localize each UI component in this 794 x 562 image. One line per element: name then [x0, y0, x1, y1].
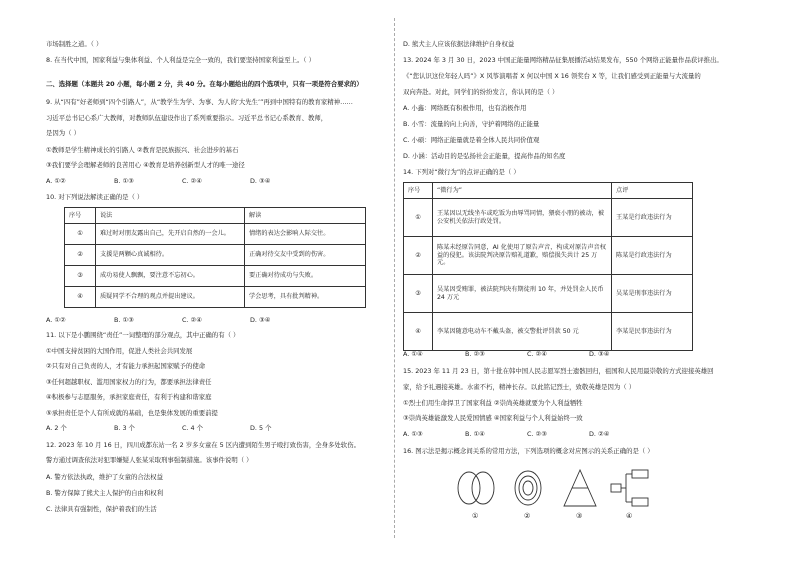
column-divider — [394, 18, 395, 538]
q15-text-1: 15. 2023 年 11 月 23 日，第十批在韩中国人民志愿军烈士遗骸回归，祖国和人民用最崇敬的方式迎接英雄回 — [403, 367, 714, 375]
q15-text-2: 家，给予礼遇接英雄。水雀不朽，精神长存。以此铭记烈士，致敬英雄是因为（ ） — [403, 383, 636, 391]
option-c[interactable]: C. ②④ — [182, 316, 202, 324]
diagram-label-4: ④ — [626, 512, 633, 520]
table-cell: 陈某未经原告同意，AI 化使用了原告声音，构成对原告声音权益的侵犯。该法院判决原告赔礼道歉，赔偿损失共计 25 万元。 — [433, 237, 612, 275]
table-cell: ③ — [65, 266, 96, 287]
table-row — [404, 313, 693, 351]
table-row — [65, 224, 366, 245]
table-cell: 吴某是刑事违法行为 — [612, 275, 693, 313]
option-a[interactable]: A. ①④ — [403, 350, 423, 358]
option-d[interactable]: D. ③④ — [250, 177, 271, 185]
triangle-diagram — [564, 470, 596, 506]
table-cell: 支援是两颗心真诚相待。 — [96, 245, 245, 266]
diagram-label-3: ③ — [576, 512, 583, 520]
q10-table — [64, 207, 366, 308]
concentric-ellipse-diagram — [515, 471, 541, 505]
q11-item-1: ①中国支持贫困的大国作用，促进人类社会共同发展 — [46, 347, 193, 355]
q16-diagrams — [456, 466, 676, 530]
q14-text: 14. 下列对“微行为”的点评正确的是（ ） — [403, 168, 520, 176]
option-b[interactable]: B. 3 个 — [114, 424, 135, 432]
q13-text-1: 13. 2024 年 3 月 30 日，2023 中国正能量网络精品征集展播活动结果发布，550 个网络正能量作品获评推出。 — [403, 56, 723, 64]
q10-text: 10. 对下列说法解读正确的是（ ） — [46, 193, 144, 201]
q13-option-a[interactable]: A. 小鑫：网络既有积极作用，也有消极作用 — [403, 104, 527, 112]
table-cell: ② — [65, 245, 96, 266]
tree-bracket-diagram — [611, 470, 648, 506]
option-b[interactable]: B. ①④ — [465, 430, 485, 438]
diagram-label-2: ② — [524, 512, 531, 520]
table-cell: 李某是民事违法行为 — [612, 313, 693, 351]
option-c[interactable]: C. ②④ — [182, 177, 202, 185]
option-d[interactable]: D. ③④ — [589, 350, 610, 358]
q11-options — [46, 424, 318, 432]
q13-text-2: 《“您认识这位年轻人吗”》X 风筝演唱者 X 何以中国 X 16 领奖台 X 等，让我们感受到正能量与大流量的 — [403, 72, 701, 80]
q11-item-3: ③任何超越职权、滥用国家权力的行为，都要承担法律责任 — [46, 378, 212, 386]
table-cell: ③ — [404, 275, 433, 313]
diagram-label-1: ① — [472, 512, 479, 520]
q9-text-1: 9. 从“四有”好老师到“四个引路人”，从“教学生为学、为事、为人的‘大先生’”再到中国特有的教育家精神…… — [46, 98, 353, 106]
option-c[interactable]: C. ②④ — [527, 350, 547, 358]
q7-tail: 市场制胜之道。（ ） — [46, 40, 103, 48]
table-row — [65, 245, 366, 266]
q15-item-1: ①烈士们用生命捍卫了国家利益 ②崇尚英雄就要为个人利益牺牲 — [403, 399, 583, 407]
option-d[interactable]: D. 5 个 — [250, 424, 272, 432]
q9-item-1: ①教师是学生精神成长的引路人 ②教育是民族振兴、社会进步的基石 — [46, 146, 239, 154]
q12-option-b[interactable]: B. 警方保障了熊犬主人保护的自由和权利 — [46, 489, 164, 497]
table-header: 点评 — [612, 183, 693, 199]
option-b[interactable]: B. ①③ — [114, 316, 134, 324]
q9-text-2: 习近平总书记心系广大教师，对教师队伍建设作出了系列重要指示。习近平总书记心系教育、教师， — [46, 114, 328, 122]
q12-option-d[interactable]: D. 熊犬主人应该依据法律维护自身权益 — [403, 40, 515, 48]
q12-text-2: 警方通过调查依法对犯罪嫌疑人张某采取刑事强制措施。该事件说明（ ） — [46, 456, 253, 464]
q10-options — [46, 316, 318, 324]
table-row — [404, 237, 693, 275]
table-cell: ④ — [404, 313, 433, 351]
table-header: 说法 — [96, 208, 245, 224]
q15-options — [403, 430, 651, 438]
table-row — [404, 199, 693, 237]
table-header-row — [65, 208, 366, 224]
option-b[interactable]: B. ②③ — [465, 350, 485, 358]
table-cell: ① — [404, 199, 433, 237]
table-cell: 学会思考，具有批判精神。 — [245, 287, 366, 308]
q14-table — [403, 182, 693, 351]
q9-options — [46, 177, 318, 185]
q13-text-3: 双向奔赴。对此，同学们的纷纷发言，你认同的是（ ） — [403, 88, 559, 96]
option-b[interactable]: B. ①③ — [114, 177, 134, 185]
q12-text-1: 12. 2023 年 10 月 16 日，四川成都东站一名 2 岁多女童在 5 区内遭到陌生男子殴打致伤害，全身多处软伤。 — [46, 441, 360, 449]
table-cell: ② — [404, 237, 433, 275]
option-c[interactable]: C. 4 个 — [182, 424, 204, 432]
table-row — [404, 275, 693, 313]
table-row — [65, 266, 366, 287]
table-cell: 正确对待交友中受到的伤害。 — [245, 245, 366, 266]
option-d[interactable]: D. ③④ — [250, 316, 271, 324]
q8-text: 8. 在当代中国，国家利益与集体利益、个人利益是完全一致的，我们要坚持国家利益至上。（ ） — [46, 56, 315, 64]
table-header: 序号 — [65, 208, 96, 224]
table-header: “微行为” — [433, 183, 612, 199]
table-cell: ④ — [65, 287, 96, 308]
option-a[interactable]: A. ①③ — [403, 430, 423, 438]
q15-item-2: ③崇尚英雄能激发人民爱国情感 ④国家利益与个人利益始终一致 — [403, 414, 583, 422]
q14-options — [403, 350, 651, 358]
table-cell: ① — [65, 224, 96, 245]
table-cell: 难过时对朋友露出自己，先开启自然的一会儿。 — [96, 224, 245, 245]
table-cell: 王某是行政违法行为 — [612, 199, 693, 237]
option-a[interactable]: A. ①② — [46, 177, 66, 185]
q11-item-2: ②只有对自己负责的人，才有能力承担起国家赋予的使命 — [46, 362, 206, 370]
option-d[interactable]: D. ②④ — [589, 430, 610, 438]
venn-overlap-diagram — [458, 472, 494, 504]
q11-item-5: ⑤承担责任是个人有所成就的基础，也是集体发展的重要前提 — [46, 409, 218, 417]
section-heading: 二、选择题（本题共 20 小题，每小题 2 分，共 40 分。在每小题给出的四个选项中，只有一项是符合要求的） — [46, 80, 363, 88]
table-header: 序号 — [404, 183, 433, 199]
q16-text: 16. 图示法是揭示概念间关系的常用方法，下列选项的概念对应图示的关系正确的是（ ） — [403, 447, 654, 455]
q12-option-a[interactable]: A. 警方依法执政，维护了女童的合法权益 — [46, 473, 163, 481]
table-row — [65, 287, 366, 308]
option-a[interactable]: A. ①② — [46, 316, 66, 324]
q9-item-2: ③我们要学会理解老师的良苦用心 ④教育是培养创新型人才的唯一途径 — [46, 161, 245, 169]
table-header-row — [404, 183, 693, 199]
q9-text-3: 是因为（ ） — [46, 129, 80, 137]
table-cell: 情绪的表达会影响人际交往。 — [245, 224, 366, 245]
table-cell: 王某因以无线坐车或吃饭为由辱骂同情，猥亵小朋的被动，被公安机关依法行政处罚。 — [433, 199, 612, 237]
q13-option-c[interactable]: C. 小硕：网络正能量就是着全体人民共同价值观 — [403, 136, 540, 144]
q13-option-d[interactable]: D. 小涵：活动目的是弘扬社会正能量，提高作品的知名度 — [403, 152, 566, 160]
table-cell: 李某因随意电动车不戴头盔，被交警批评罚款 50 元 — [433, 313, 612, 351]
option-c[interactable]: C. ②③ — [527, 430, 547, 438]
q11-text: 11. 以下是小鹏围绕“责任”一词整理的部分观点，其中正确的有（ ） — [46, 331, 240, 339]
option-a[interactable]: A. 2 个 — [46, 424, 67, 432]
q11-item-4: ④积极参与志愿服务，承担家庭责任，有利于构建和谐家庭 — [46, 393, 212, 401]
table-cell: 成功易使人飘飘，要注意不忘初心。 — [96, 266, 245, 287]
q12-option-c[interactable]: C. 法律具有强制性，保护着我们的生活 — [46, 505, 157, 513]
table-cell: 质疑同学不合理的观点并提出建议。 — [96, 287, 245, 308]
table-cell: 陈某是行政违法行为 — [612, 237, 693, 275]
q16-diagram-svg — [456, 466, 676, 526]
table-header: 解读 — [245, 208, 366, 224]
table-cell: 要正确对待成功与失败。 — [245, 266, 366, 287]
table-cell: 吴某因受贿罪，被法院判决有期徒刑 10 年，并处罚金人民币 24 万元 — [433, 275, 612, 313]
q13-option-b[interactable]: B. 小雪：流量的向上向善，守护着网络的正能量 — [403, 120, 540, 128]
